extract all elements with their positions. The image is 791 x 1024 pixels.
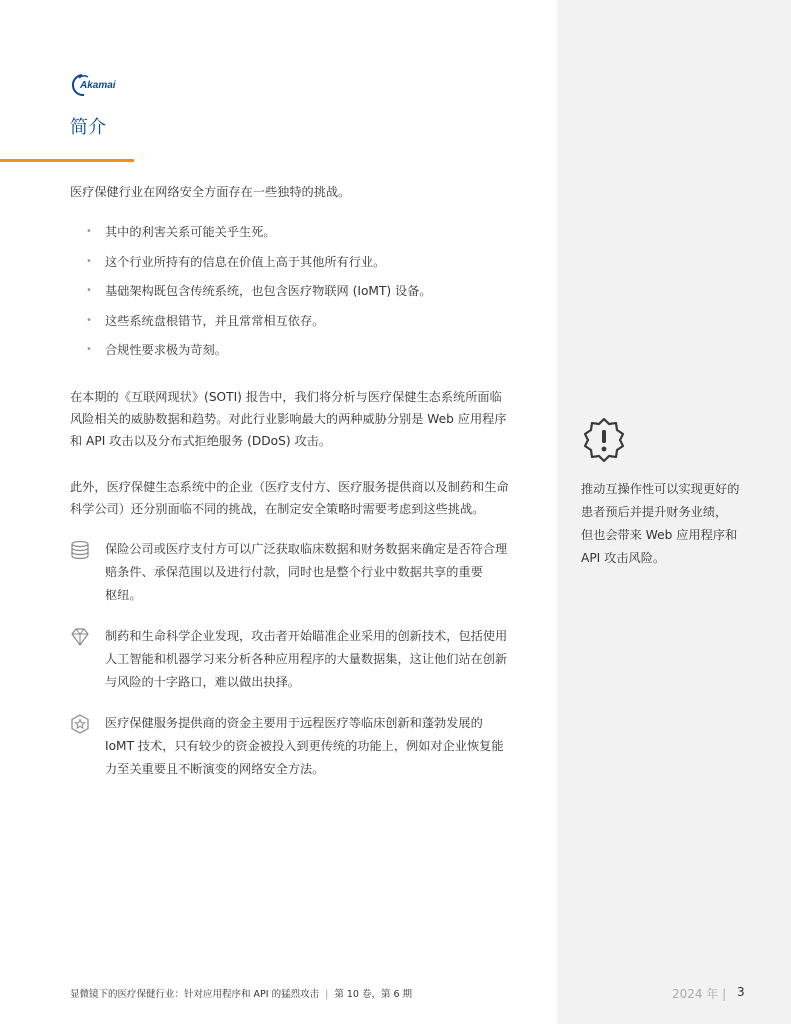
ecosystem-paragraph: 此外，医疗保健生态系统中的企业（医疗支付方、医疗服务提供商以及制药和生命 科学公司）还分别面临不同的挑战，在制定安全策略时需要考虑到这些挑战。 xyxy=(70,480,509,516)
diamond-icon xyxy=(70,627,90,647)
heading-divider xyxy=(0,159,134,162)
alert-badge-icon xyxy=(579,416,629,464)
page-heading: 简介 xyxy=(70,117,106,138)
page-number: 3 xyxy=(737,985,745,999)
database-icon xyxy=(70,540,90,560)
provider-text: 医疗保健服务提供商的资金主要用于远程医疗等临床创新和蓬勃发展的 IoMT 技术，只有较少的资金被投入到更传统的功能上，例如对企业恢复能 力至关重要且不断演变的网络安全方法。 xyxy=(105,716,504,776)
challenge-list xyxy=(86,221,432,369)
footer-separator: | xyxy=(325,989,329,1000)
footer-report-title: 显微镜下的医疗保健行业：针对应用程序和 API 的猛烈攻击 | 第 10 卷，第 6 期 xyxy=(70,989,413,1000)
callout-text: 推动互操作性可以实现更好的 患者预后并提升财务业绩， 但也会带来 Web 应用程序和 API 攻击风险。 xyxy=(581,482,740,565)
list-item: • 其中的利害关系可能关乎生死。 xyxy=(86,221,432,251)
list-item: • 合规性要求极为苛刻。 xyxy=(86,339,432,369)
shield-star-icon xyxy=(70,714,90,734)
logo-text: Akamai xyxy=(80,80,116,91)
bullet-dot: • xyxy=(86,344,92,355)
intro-paragraph: 医疗保健行业在网络安全方面存在一些独特的挑战。 xyxy=(70,185,351,199)
list-item: • 这些系统盘根错节，并且常常相互依存。 xyxy=(86,310,432,340)
bullet-dot: • xyxy=(86,226,92,237)
footer-year: 2024 年 | xyxy=(672,987,727,1001)
list-item: • 这个行业所持有的信息在价值上高于其他所有行业。 xyxy=(86,251,432,281)
payer-text: 保险公司或医疗支付方可以广泛获取临床数据和财务数据来确定是否符合理 赔条件、承保范围以及进行付款，同时也是整个行业中数据共享的重要 枢纽。 xyxy=(105,542,508,602)
pharma-text: 制药和生命科学企业发现，攻击者开始瞄准企业采用的创新技术，包括使用 人工智能和机器学习来分析各种应用程序的大量数据集，这让他们站在创新 与风险的十字路口，难以做出抉择。 xyxy=(105,629,508,689)
bullet-dot: • xyxy=(86,285,92,296)
akamai-logo xyxy=(70,74,122,96)
list-item: • 基础架构既包含传统系统，也包含医疗物联网 (IoMT) 设备。 xyxy=(86,280,432,310)
bullet-dot: • xyxy=(86,255,92,267)
soti-paragraph: 在本期的《互联网现状》(SOTI) 报告中，我们将分析与医疗保健生态系统所面临 风险相关的威胁数据和趋势。对此行业影响最大的两种威胁分别是 Web 应用程序 和 API 攻击以及分布式拒绝服务 (DDoS) 攻击。 xyxy=(70,390,507,448)
bullet-dot: • xyxy=(86,314,92,326)
